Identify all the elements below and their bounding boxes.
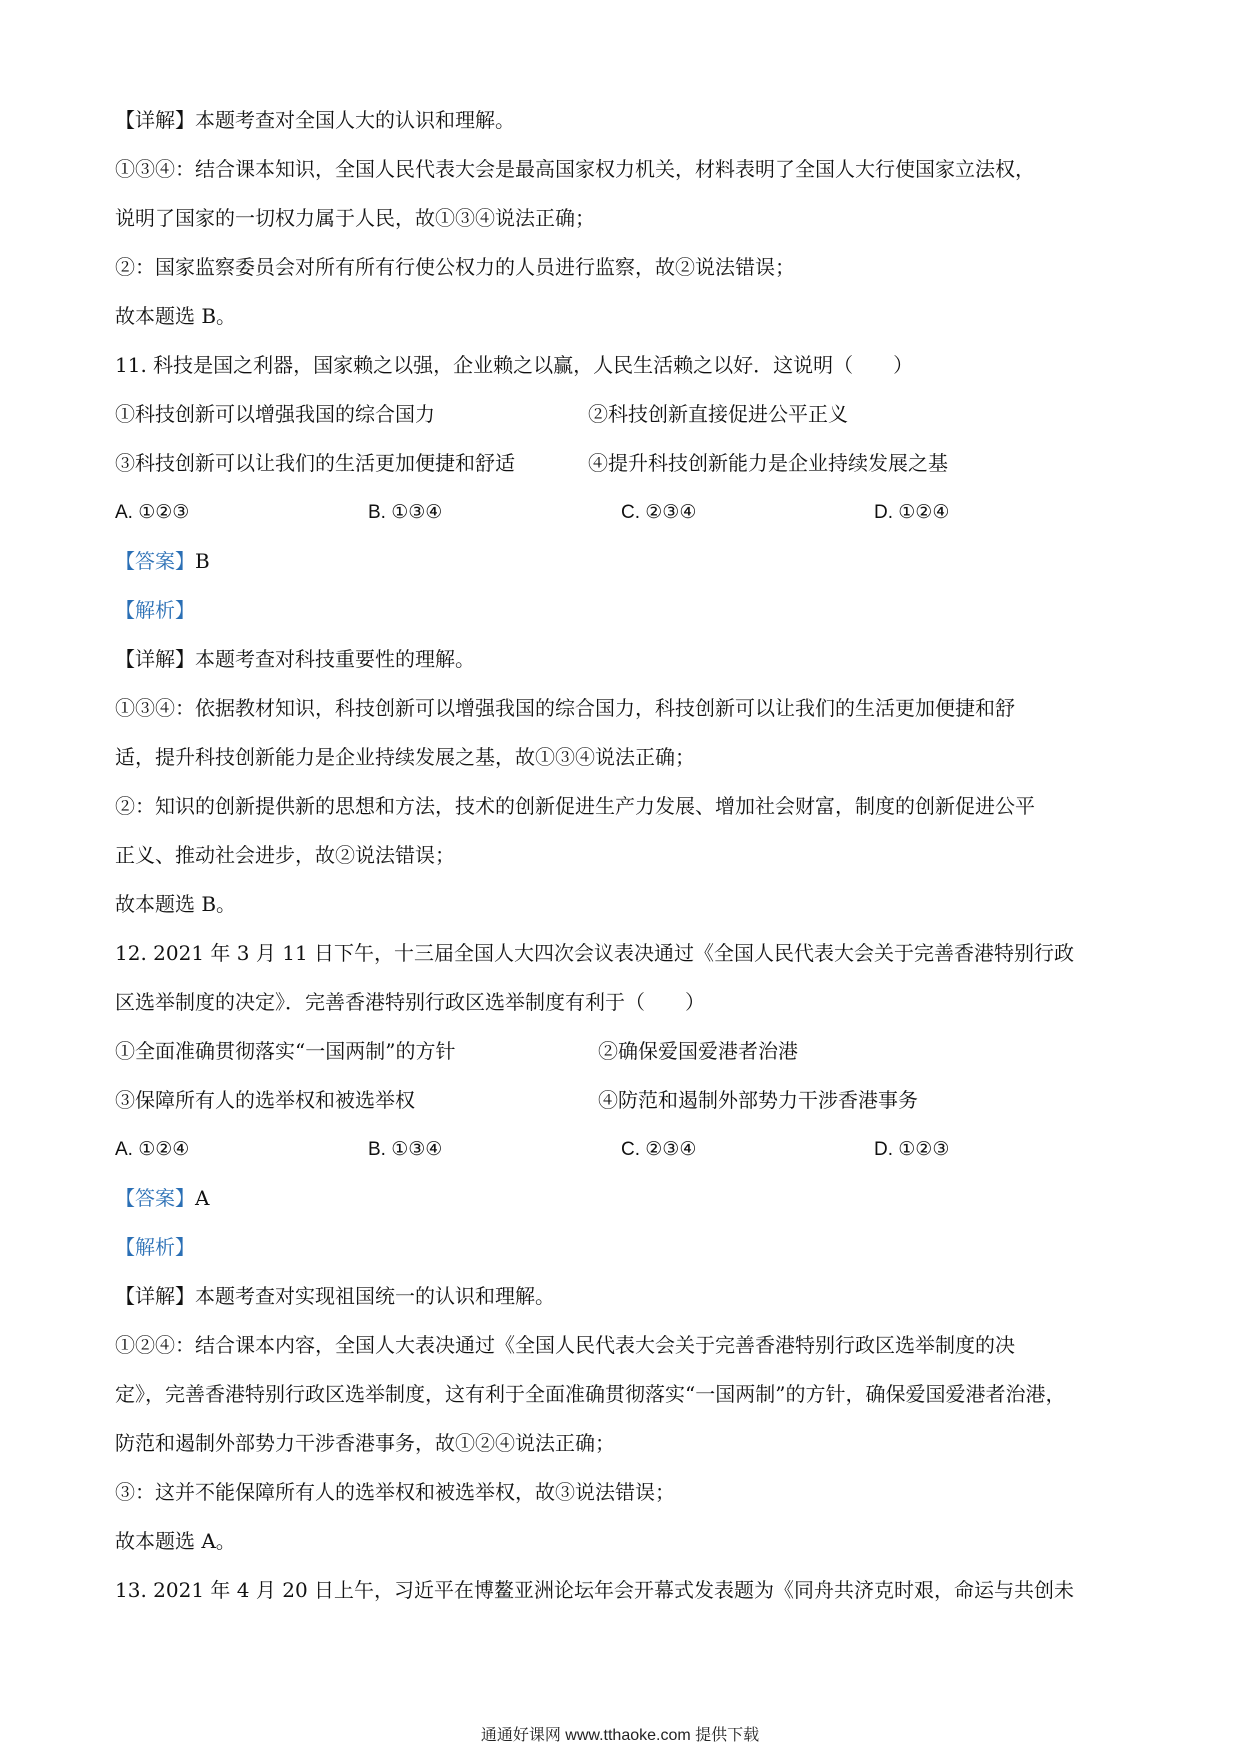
q12-choices	[115, 1125, 1135, 1174]
q12-options-row1	[115, 1027, 1135, 1076]
q11-opt4: ④提升科技创新能力是企业持续发展之基	[588, 451, 948, 475]
q11-choices	[115, 488, 1135, 537]
q12-choice-b: B. ①③④	[368, 1139, 443, 1160]
q12-choice-d: D. ①②③	[874, 1139, 950, 1160]
q12-choice-c: C. ②③④	[621, 1139, 697, 1160]
q12-answer-label: 【答案】	[115, 1186, 195, 1210]
document-page	[115, 96, 1135, 1615]
q12-wrong: ③：这并不能保障所有人的选举权和被选举权，故③说法错误；	[115, 1480, 675, 1504]
q12-analysis-line3: 防范和遏制外部势力干涉香港事务，故①②④说法正确；	[115, 1431, 615, 1455]
q11-choice-a: A. ①②③	[115, 502, 190, 523]
q11-jiexi: 【解析】	[115, 598, 195, 622]
q12-choice-a: A. ①②④	[115, 1139, 190, 1160]
q11-detail: 【详解】本题考查对科技重要性的理解。	[115, 647, 475, 671]
q11-opt1: ①科技创新可以增强我国的综合国力	[115, 402, 435, 426]
q12-answer-value: A	[195, 1186, 210, 1210]
q11-options-row2	[115, 439, 1135, 488]
q11-answer-label: 【答案】	[115, 549, 195, 573]
page-footer: 通通好课网 www.tthaoke.com 提供下载	[480, 1727, 760, 1744]
q11-choice-b: B. ①③④	[368, 502, 443, 523]
q10-analysis-line2: 说明了国家的一切权力属于人民，故①③④说法正确；	[115, 206, 595, 230]
q11-wrong-line1: ②：知识的创新提供新的思想和方法，技术的创新促进生产力发展、增加社会财富，制度的创新促进公平	[115, 794, 1035, 818]
q11-analysis-line2: 适，提升科技创新能力是企业持续发展之基，故①③④说法正确；	[115, 745, 695, 769]
q12-opt3: ③保障所有人的选举权和被选举权	[115, 1088, 415, 1112]
q12-conclusion: 故本题选 A。	[115, 1529, 236, 1553]
q12-detail: 【详解】本题考查对实现祖国统一的认识和理解。	[115, 1284, 555, 1308]
q11-conclusion: 故本题选 B。	[115, 892, 237, 916]
q11-stem: 11. 科技是国之利器，国家赖之以强，企业赖之以赢，人民生活赖之以好．这说明（ ）	[115, 353, 914, 377]
q12-stem-line2: 区选举制度的决定》．完善香港特别行政区选举制度有利于（ ）	[115, 990, 705, 1014]
q12-jiexi: 【解析】	[115, 1235, 195, 1259]
q11-opt3: ③科技创新可以让我们的生活更加便捷和舒适	[115, 451, 515, 475]
q10-conclusion: 故本题选 B。	[115, 304, 237, 328]
q11-choice-d: D. ①②④	[874, 502, 950, 523]
q11-answer-value: B	[195, 549, 210, 573]
q12-opt4: ④防范和遏制外部势力干涉香港事务	[598, 1088, 918, 1112]
q11-options-row1	[115, 390, 1135, 439]
q10-detail: 【详解】本题考查对全国人大的认识和理解。	[115, 108, 515, 132]
q10-wrong: ②：国家监察委员会对所有所有行使公权力的人员进行监察，故②说法错误；	[115, 255, 795, 279]
q11-opt2: ②科技创新直接促进公平正义	[588, 402, 848, 426]
q12-opt1: ①全面准确贯彻落实“一国两制”的方针	[115, 1039, 456, 1063]
q12-stem-line1: 12. 2021 年 3 月 11 日下午，十三届全国人大四次会议表决通过《全国人民代表大会关于完善香港特别行政	[115, 941, 1075, 965]
q11-wrong-line2: 正义、推动社会进步，故②说法错误；	[115, 843, 455, 867]
q11-analysis-line1: ①③④：依据教材知识，科技创新可以增强我国的综合国力，科技创新可以让我们的生活更加便捷和舒	[115, 696, 1015, 720]
q12-opt2: ②确保爱国爱港者治港	[598, 1039, 798, 1063]
q10-analysis-line1: ①③④：结合课本知识，全国人民代表大会是最高国家权力机关，材料表明了全国人大行使国家立法权，	[115, 157, 1035, 181]
q13-stem-line1: 13. 2021 年 4 月 20 日上午，习近平在博鳌亚洲论坛年会开幕式发表题为《同舟共济克时艰，命运与共创未	[115, 1578, 1075, 1602]
q11-answer	[115, 537, 1135, 586]
q11-choice-c: C. ②③④	[621, 502, 697, 523]
q12-options-row2	[115, 1076, 1135, 1125]
q12-analysis-line1: ①②④：结合课本内容，全国人大表决通过《全国人民代表大会关于完善香港特别行政区选举制度的决	[115, 1333, 1015, 1357]
q12-analysis-line2: 定》，完善香港特别行政区选举制度，这有利于全面准确贯彻落实“一国两制”的方针，确保爱国爱港者治港，	[115, 1382, 1066, 1406]
q12-answer	[115, 1174, 1135, 1223]
